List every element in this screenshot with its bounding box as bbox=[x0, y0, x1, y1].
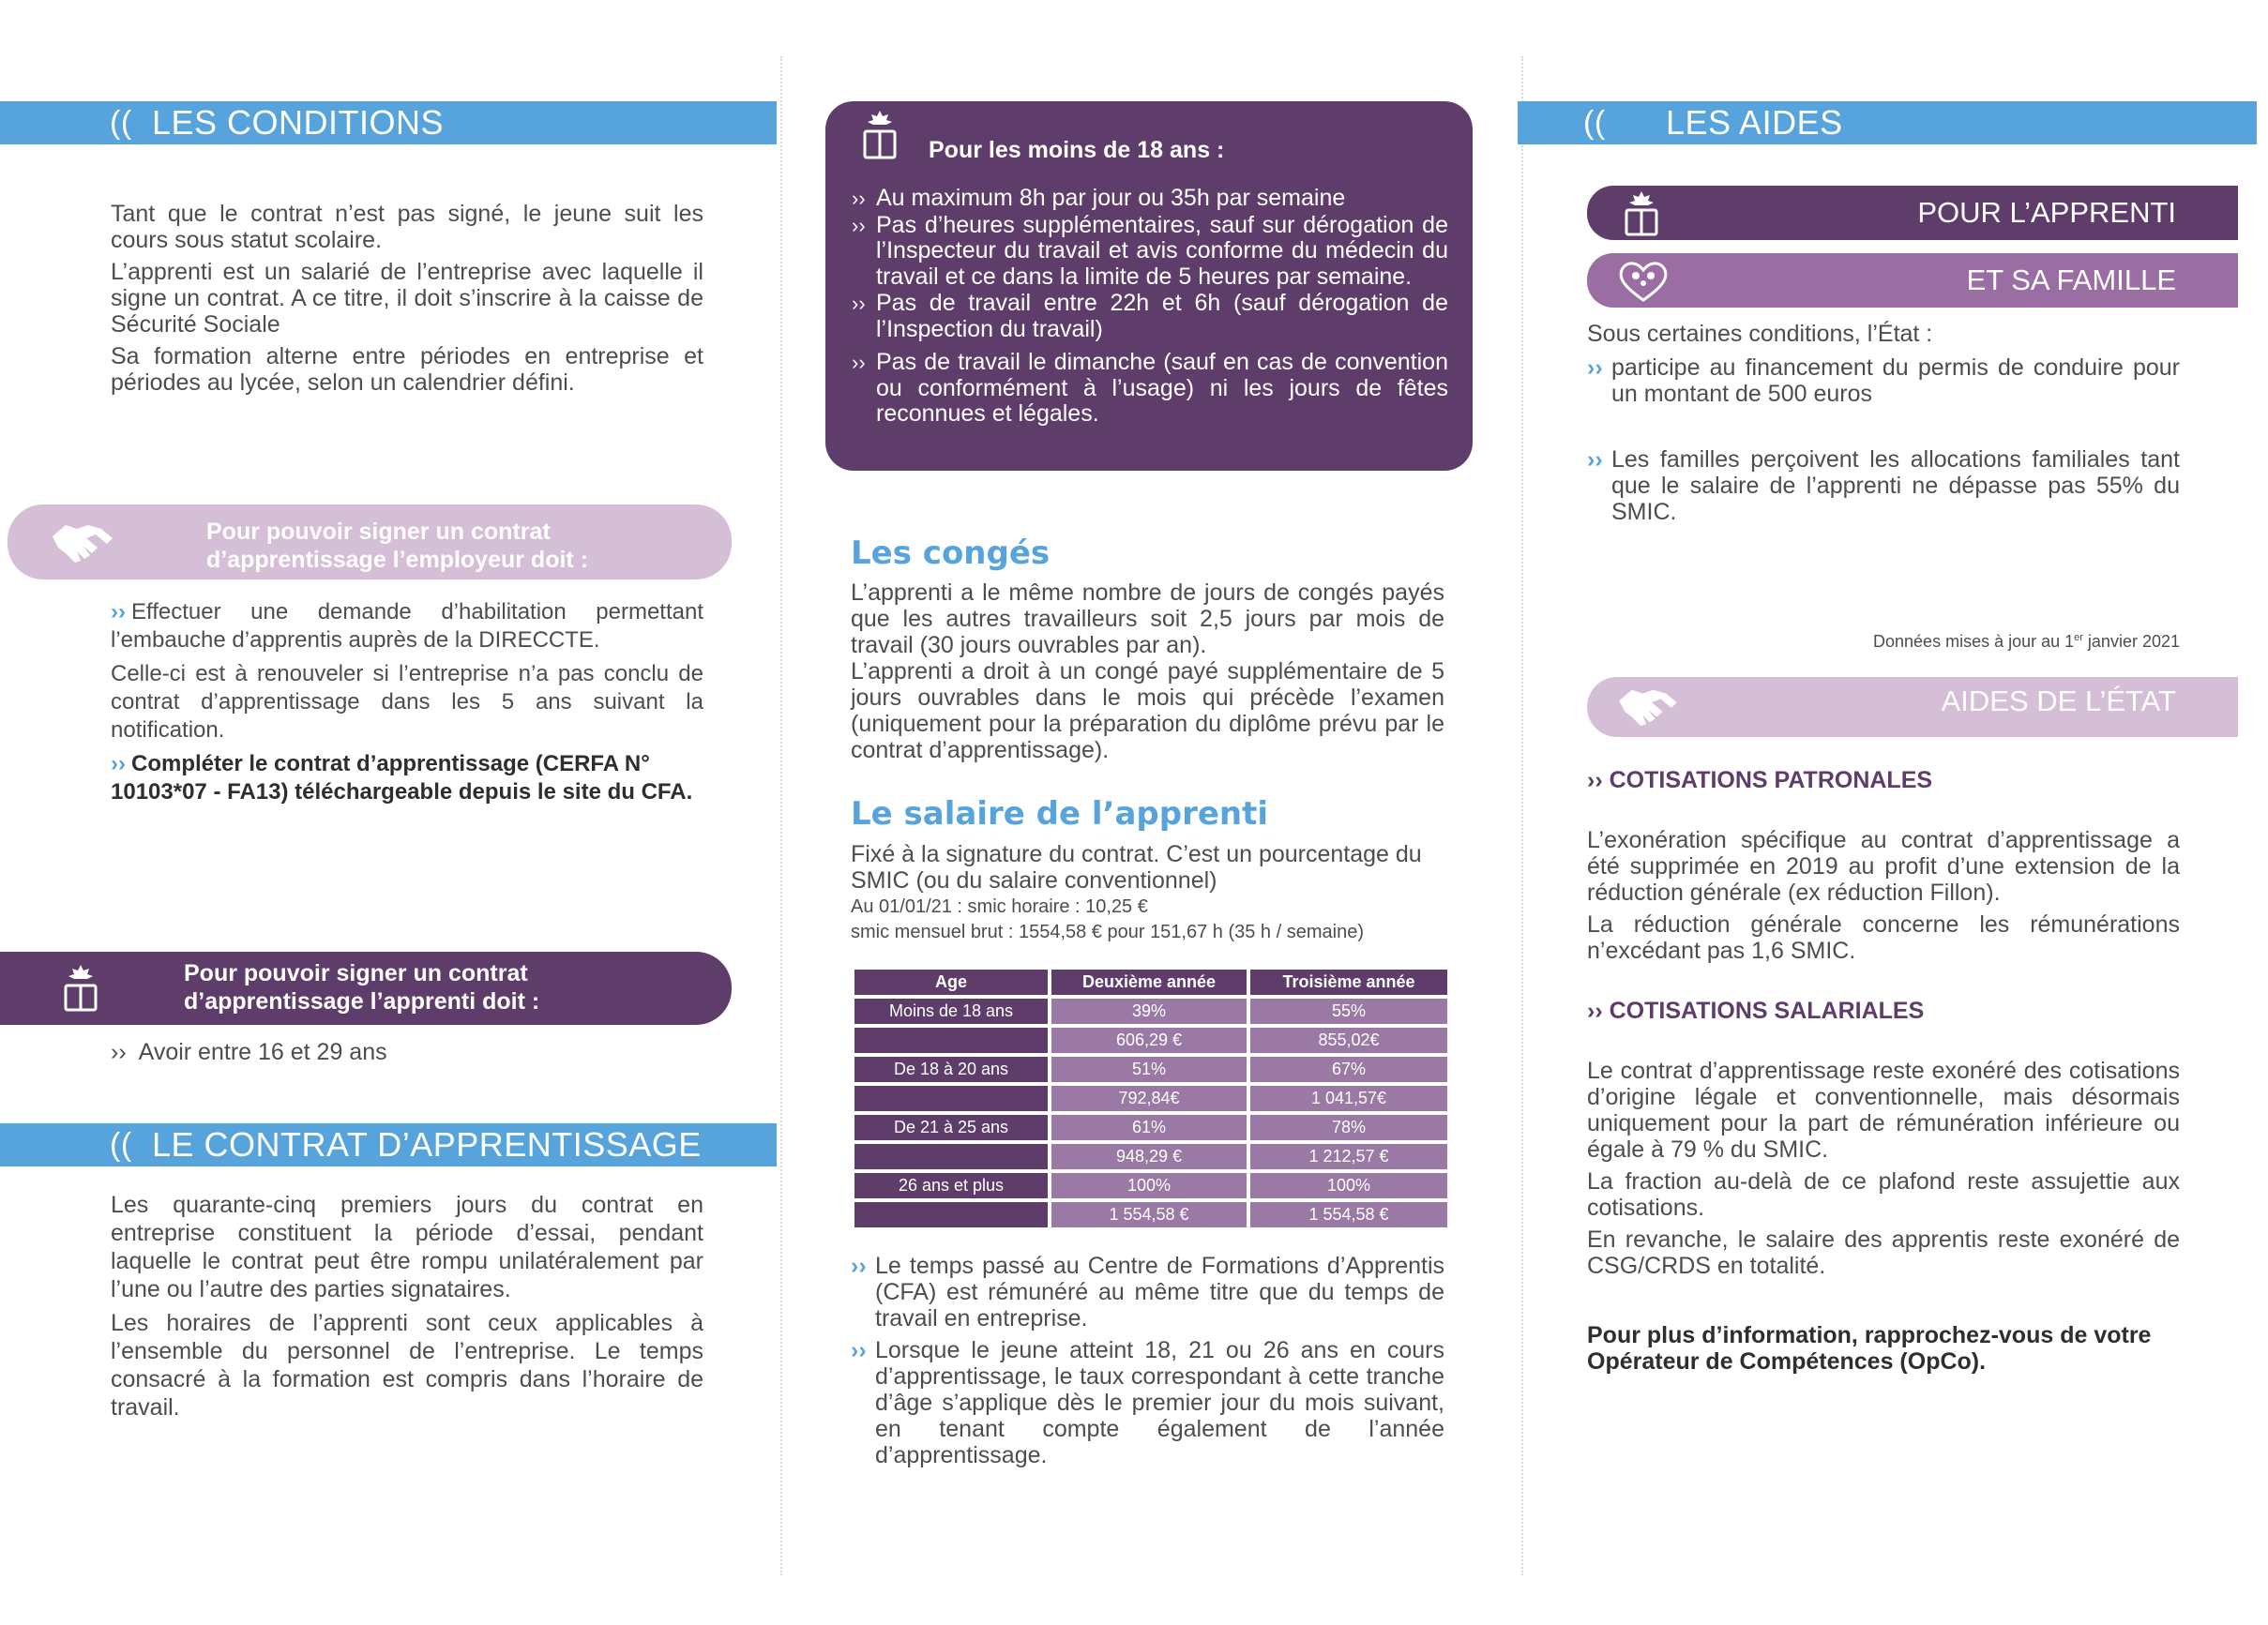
salary-intro: Fixé à la signature du contrat. C’est un pourcentage du SMIC (ou du salaire conventionnel) bbox=[851, 841, 1422, 894]
salary-table bbox=[851, 966, 1451, 1231]
leave-text bbox=[851, 579, 1444, 763]
table-cell: 1 041,57€ bbox=[1250, 1086, 1447, 1111]
chevron-icon: ›› bbox=[852, 292, 866, 315]
book-reader-icon bbox=[62, 963, 99, 1014]
list-item: ›› participe au financement du permis de conduire pour un montant de 500 euros bbox=[1587, 354, 2180, 407]
handshake-icon bbox=[1615, 685, 1681, 728]
closing-note: Pour plus d’information, rapprochez-vous de votre Opérateur de Compétences (OpCo). bbox=[1587, 1322, 2152, 1375]
minors-list bbox=[852, 186, 1448, 435]
table-row bbox=[854, 1086, 1447, 1111]
paragraph: Le contrat d’apprentissage reste exonéré des cotisations d’origine légale et conventionnelle, mais désormais uniquement pour la part de rémunération inférieure ou égale à 79 % du SMIC. bbox=[1587, 1058, 2180, 1163]
chevron-icon: ›› bbox=[852, 187, 866, 210]
table-cell: 67% bbox=[1250, 1057, 1447, 1082]
employer-banner-text: Pour pouvoir signer un contrat d’apprentissage l’employeur doit : bbox=[206, 519, 589, 573]
bar-label: AIDES DE L’ÉTAT bbox=[1941, 685, 2176, 717]
chevron-icon: ›› bbox=[1587, 998, 1610, 1024]
conditions-header bbox=[0, 101, 777, 144]
paragraph: Tant que le contrat n’est pas signé, le jeune suit les cours sous statut scolaire. bbox=[111, 201, 703, 253]
paragraph: L’apprenti a le même nombre de jours de congés payés que les autres travailleurs soit 2,5 jours par mois de travail (30 jours ouvrables par an). bbox=[851, 579, 1444, 658]
book-reader-icon bbox=[861, 109, 899, 161]
table-row bbox=[854, 1028, 1447, 1053]
paragraph: La fraction au-delà de ce plafond reste assujettie aux cotisations. bbox=[1587, 1168, 2180, 1221]
table-header: Deuxième année bbox=[1051, 970, 1247, 995]
column-divider bbox=[780, 56, 782, 1575]
paragraph: L’exonération spécifique au contrat d’apprentissage a été supprimée en 2019 au profit d’une extension de la réduction générale (ex réduction Fillon). bbox=[1587, 827, 2180, 906]
aides-items bbox=[1587, 354, 2180, 525]
list-item: ›› Pas de travail le dimanche (sauf en cas de convention ou conformément à l’usage) ni les jours de fêtes reconnues et légales. bbox=[852, 349, 1448, 427]
table-cell: 606,29 € bbox=[1051, 1028, 1247, 1053]
chevron-icon: ›› bbox=[852, 213, 866, 237]
table-cell: 100% bbox=[1250, 1173, 1447, 1198]
table-cell: Moins de 18 ans bbox=[854, 999, 1048, 1024]
table-cell: 948,29 € bbox=[1051, 1144, 1247, 1169]
table-cell: 39% bbox=[1051, 999, 1247, 1024]
list-item: ›› Pas de travail entre 22h et 6h (sauf dérogation de l’Inspection du travail) bbox=[852, 290, 1448, 342]
double-paren-icon: (( bbox=[1583, 105, 1606, 141]
salariales-text bbox=[1587, 1058, 2180, 1279]
paragraph: Sa formation alterne entre périodes en entreprise et périodes au lycée, selon un calendrier défini. bbox=[111, 343, 703, 396]
table-row bbox=[854, 1057, 1447, 1082]
table-cell: 792,84€ bbox=[1051, 1086, 1247, 1111]
aides-intro: Sous certaines conditions, l’État : bbox=[1587, 321, 1933, 347]
table-cell: 855,02€ bbox=[1250, 1028, 1447, 1053]
double-paren-icon: (( bbox=[110, 1127, 132, 1163]
list-item: Celle-ci est à renouveler si l’entreprise n’a pas conclu de contrat d’apprentissage dans les 5 ans suivant la notification. bbox=[111, 661, 703, 743]
chevron-icon: ›› bbox=[851, 1253, 867, 1279]
table-row bbox=[854, 1144, 1447, 1169]
list-item: ›› Au maximum 8h par jour ou 35h par semaine bbox=[852, 185, 1346, 211]
patronales-text bbox=[1587, 827, 2180, 964]
chevron-icon: ›› bbox=[852, 351, 866, 374]
leave-title: Les congés bbox=[851, 534, 1051, 572]
table-cell bbox=[854, 1028, 1048, 1053]
apprentice-banner bbox=[0, 952, 732, 1025]
employer-banner bbox=[8, 504, 732, 579]
apprentice-item: ›› Avoir entre 16 et 29 ans bbox=[111, 1039, 387, 1065]
table-cell bbox=[854, 1086, 1048, 1111]
table-row bbox=[854, 999, 1447, 1024]
paragraph: En revanche, le salaire des apprentis reste exonéré de CSG/CRDS en totalité. bbox=[1587, 1226, 2180, 1279]
table-header: Troisième année bbox=[1250, 970, 1447, 995]
table-row bbox=[854, 1115, 1447, 1140]
paragraph: L’apprenti est un salarié de l’entreprise avec laquelle il signe un contrat. A ce titre, il doit s’inscrire à la caisse de Sécurité Sociale bbox=[111, 259, 703, 338]
section-title: LES AIDES bbox=[1666, 103, 1843, 142]
column-divider bbox=[1521, 56, 1523, 1575]
salary-items bbox=[851, 1253, 1444, 1468]
handshake-icon bbox=[49, 519, 116, 564]
section-title: LE CONTRAT D’APPRENTISSAGE bbox=[152, 1125, 702, 1164]
double-paren-icon: (( bbox=[110, 105, 132, 141]
list-item: ›› Le temps passé au Centre de Formations d’Apprentis (CFA) est rémunéré au même titre que du temps de travail en entreprise. bbox=[851, 1253, 1444, 1332]
table-cell: De 18 à 20 ans bbox=[854, 1057, 1048, 1082]
chevron-icon: ›› bbox=[1587, 767, 1610, 793]
chevron-icon: ›› bbox=[851, 1337, 867, 1363]
apprentice-banner-text: Pour pouvoir signer un contrat d’apprentissage l’apprenti doit : bbox=[184, 960, 540, 1015]
family-icon bbox=[1615, 259, 1671, 304]
table-row bbox=[854, 1202, 1447, 1227]
table-row bbox=[854, 1173, 1447, 1198]
bar-apprenti bbox=[1587, 186, 2238, 240]
list-item: ›› Les familles perçoivent les allocations familiales tant que le salaire de l’apprenti ne dépasse pas 55% du SMIC. bbox=[1587, 446, 2180, 525]
section-title: LES CONDITIONS bbox=[152, 103, 445, 142]
patronales-title: ›› COTISATIONS PATRONALES bbox=[1587, 767, 1933, 793]
chevron-icon: ›› bbox=[111, 599, 126, 624]
minors-box bbox=[825, 101, 1473, 471]
paragraph: Les horaires de l’apprenti sont ceux applicables à l’ensemble du personnel de l’entreprise. Le temps consacré à la formation est compris dans l’horaire de travail. bbox=[111, 1310, 703, 1421]
book-reader-icon bbox=[1623, 189, 1660, 238]
table-cell: 1 554,58 € bbox=[1051, 1202, 1247, 1227]
table-cell: 51% bbox=[1051, 1057, 1247, 1082]
table-cell bbox=[854, 1202, 1048, 1227]
bar-label: ET SA FAMILLE bbox=[1966, 263, 2176, 296]
table-cell bbox=[854, 1144, 1048, 1169]
list-item: ›› Compléter le contrat d’apprentissage (CERFA N° 10103*07 - FA13) téléchargeable depuis le site du CFA. bbox=[111, 751, 693, 805]
chevron-icon: ›› bbox=[1587, 446, 1603, 473]
chevron-icon: ›› bbox=[1587, 354, 1603, 381]
salary-title: Le salaire de l’apprenti bbox=[851, 795, 1269, 833]
bar-etat bbox=[1587, 677, 2238, 737]
salary-note: Au 01/01/21 : smic horaire : 10,25 € bbox=[851, 896, 1148, 917]
contract-text bbox=[111, 1191, 703, 1422]
table-cell: 1 212,57 € bbox=[1250, 1144, 1447, 1169]
conditions-text bbox=[111, 201, 703, 396]
aides-header bbox=[1518, 101, 2257, 144]
contract-header bbox=[0, 1123, 777, 1166]
list-item: ›› Effectuer une demande d’habilitation permettant l’embauche d’apprentis auprès de la DIRECCTE. bbox=[111, 599, 703, 653]
chevron-icon: ›› bbox=[111, 1039, 127, 1065]
paragraph: La réduction générale concerne les rémunérations n’excédant pas 1,6 SMIC. bbox=[1587, 911, 2180, 964]
table-cell: 100% bbox=[1051, 1173, 1247, 1198]
table-cell: 55% bbox=[1250, 999, 1447, 1024]
bar-famille bbox=[1587, 253, 2238, 308]
chevron-icon: ›› bbox=[111, 751, 126, 776]
paragraph: Les quarante-cinq premiers jours du contrat en entreprise constituent la période d’essai, pendant laquelle le contrat peut être rompu unilatéralement par l’une ou l’autre des parties signataires. bbox=[111, 1192, 703, 1302]
list-item: ›› Pas d’heures supplémentaires, sauf sur dérogation de l’Inspecteur du travail et avis conforme du médecin du travail et ce dans la limite de 5 heures par semaine. bbox=[852, 211, 1448, 290]
salariales-title: ›› COTISATIONS SALARIALES bbox=[1587, 998, 1925, 1024]
table-cell: 78% bbox=[1250, 1115, 1447, 1140]
update-note: Données mises à jour au 1er janvier 2021 bbox=[1873, 632, 2180, 651]
employer-items bbox=[111, 598, 703, 806]
bar-label: POUR L’APPRENTI bbox=[1917, 196, 2176, 229]
table-cell: 26 ans et plus bbox=[854, 1173, 1048, 1198]
table-header-row bbox=[854, 970, 1447, 995]
table-header: Age bbox=[854, 970, 1048, 995]
minors-title: Pour les moins de 18 ans : bbox=[929, 137, 1225, 163]
table-cell: 1 554,58 € bbox=[1250, 1202, 1447, 1227]
salary-note: smic mensuel brut : 1554,58 € pour 151,67 h (35 h / semaine) bbox=[851, 922, 1364, 942]
list-item: ›› Lorsque le jeune atteint 18, 21 ou 26 ans en cours d’apprentissage, le taux correspondant à cette tranche d’âge s’applique dès le premier jour du mois suivant, en tenant compte également de l’année d’apprentissage. bbox=[851, 1337, 1444, 1468]
paragraph: L’apprenti a droit à un congé payé supplémentaire de 5 jours ouvrables dans le mois qui précède l’examen (uniquement pour la préparation du diplôme prévu par le contrat d’apprentissage). bbox=[851, 658, 1444, 763]
table-cell: 61% bbox=[1051, 1115, 1247, 1140]
table-cell: De 21 à 25 ans bbox=[854, 1115, 1048, 1140]
